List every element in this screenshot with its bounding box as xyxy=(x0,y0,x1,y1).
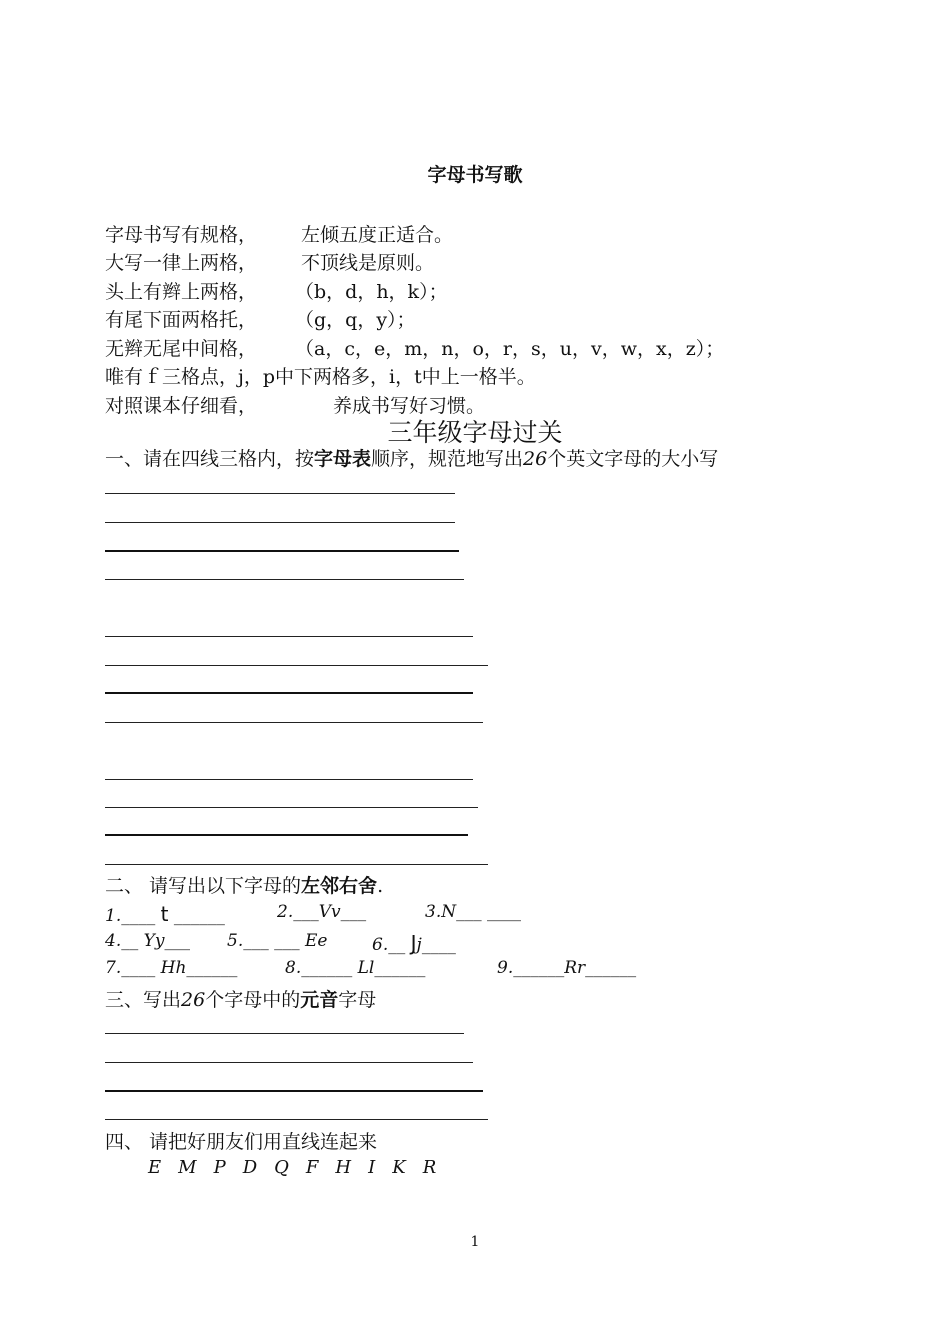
letter[interactable]: P xyxy=(213,1157,226,1178)
poem-line: 有尾下面两格托， （g，q，y）； xyxy=(105,309,416,331)
poem-line: 字母书写有规格， 左倾五度正适合。 xyxy=(105,224,454,246)
poem-line: 唯有ｆ三格点，j，p中下两格多，i，t中上一格半。 xyxy=(105,366,536,388)
neighbor-row: 6.__ Jj____ xyxy=(372,931,456,955)
question-1: 一、请在四线三格内，按字母表顺序，规范地写出26个英文字母的大小写 xyxy=(105,448,719,470)
page-title: 字母书写歌 xyxy=(427,164,523,186)
section-heading: 三年级字母过关 xyxy=(387,418,563,447)
writing-line[interactable] xyxy=(105,1090,483,1092)
neighbor-row: 2.___Vv___ xyxy=(277,902,367,922)
writing-line[interactable] xyxy=(105,864,488,865)
neighbor-row: 8.______ Ll______ xyxy=(285,958,426,978)
question-2: 二、 请写出以下字母的左邻右舍. xyxy=(105,875,384,897)
writing-line[interactable] xyxy=(105,1062,473,1063)
page-number: 1 xyxy=(470,1234,480,1250)
writing-line[interactable] xyxy=(105,550,459,552)
letter-row xyxy=(148,1157,453,1178)
writing-line[interactable] xyxy=(105,807,478,808)
letter[interactable]: H xyxy=(335,1157,352,1178)
writing-line[interactable] xyxy=(105,722,483,723)
neighbor-row: 3.N___ ____ xyxy=(425,902,521,922)
letter[interactable]: I xyxy=(368,1157,376,1178)
poem-line: 头上有辫上两格， （b，d，h，k）； xyxy=(105,281,448,303)
letter[interactable]: Q xyxy=(274,1157,289,1178)
letter[interactable]: E xyxy=(148,1157,162,1178)
poem-line: 无辫无尾中间格， （a，c，e，m，n，o，r，s，u，v，w，x，z）； xyxy=(105,338,725,360)
writing-line[interactable] xyxy=(105,579,464,580)
writing-line[interactable] xyxy=(105,834,468,836)
neighbor-row: 4.__ Yy___ xyxy=(105,931,190,951)
writing-line[interactable] xyxy=(105,493,455,494)
question-4: 四、 请把好朋友们用直线连起来 xyxy=(105,1131,378,1153)
letter[interactable]: R xyxy=(422,1157,437,1178)
letter[interactable]: D xyxy=(242,1157,258,1178)
neighbor-row: 7.____ Hh______ xyxy=(105,958,238,978)
question-3: 三、写出26个字母中的元音字母 xyxy=(105,989,377,1011)
letter[interactable]: K xyxy=(392,1157,406,1178)
writing-line[interactable] xyxy=(105,1033,464,1034)
neighbor-row: 5.___ ___ Ee xyxy=(227,931,328,951)
writing-line[interactable] xyxy=(105,692,473,694)
writing-line[interactable] xyxy=(105,522,455,523)
writing-line[interactable] xyxy=(105,636,473,637)
neighbor-row: 1.____ t ______ xyxy=(105,902,225,926)
writing-line[interactable] xyxy=(105,665,488,666)
poem-line: 大写一律上两格， 不顶线是原则。 xyxy=(105,252,435,274)
letter[interactable]: M xyxy=(178,1157,197,1178)
poem-line: 对照课本仔细看， 养成书写好习惯。 xyxy=(105,395,486,417)
writing-line[interactable] xyxy=(105,1119,488,1120)
neighbor-row: 9.______Rr______ xyxy=(497,958,637,978)
letter[interactable]: F xyxy=(305,1157,319,1178)
writing-line[interactable] xyxy=(105,779,473,780)
